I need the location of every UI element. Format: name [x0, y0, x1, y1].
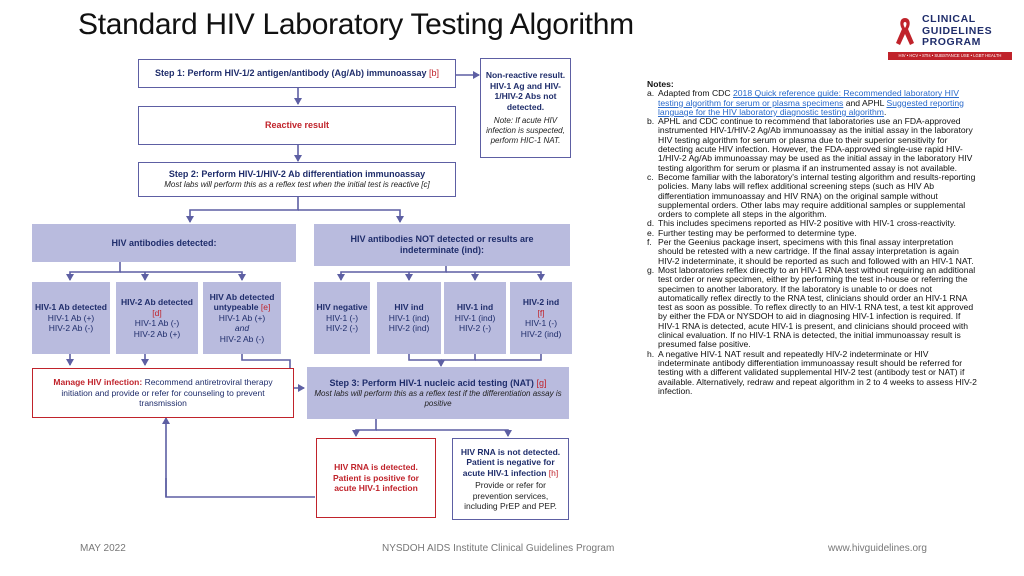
hiv-negative-box: HIV negative HIV-1 (-) HIV-2 (-) [314, 282, 370, 354]
note-b: b. APHL and CDC continue to recommend that laboratories use an FDA-approved instrumented HIV-1/HIV-2 Ag/Ab immunoassay as the initial assay in the laboratory HIV testing algorithm for serum or plasma due to their superior sensitivity for detecting acute HIV infection. However, the FDA-approved single-use rapid HIV-1/HIV-2 Ag/Ab immunoassay may be used as the initial assay in the laboratory HIV testing algorithm for serum or plasma if an instrumented assay is not available. [647, 116, 973, 173]
antibodies-detected-header: HIV antibodies detected: [32, 224, 296, 262]
page-title: Standard HIV Laboratory Testing Algorithm [78, 8, 634, 41]
antibodies-not-detected-header: HIV antibodies NOT detected or results are indeterminate (ind): [314, 224, 570, 266]
rna-detected-box: HIV RNA is detected. Patient is positive for acute HIV-1 infection [316, 438, 436, 518]
note-e: e. Further testing may be performed to determine type. [647, 227, 857, 238]
hiv1-ind-box: HIV-1 ind HIV-1 (ind) HIV-2 (-) [444, 282, 506, 354]
reactive-result-box: Reactive result [138, 106, 456, 145]
manage-infection-box: Manage HIV infection: Recommend antiretroviral therapy initiation and provide or refer for counseling to prevent transmission [32, 368, 294, 418]
step1-box: Step 1: Perform HIV-1/2 antigen/antibody (Ag/Ab) immunoassay [b] [138, 59, 456, 88]
notes-heading: Notes: [647, 79, 674, 89]
clinical-guidelines-logo [888, 12, 1012, 64]
aphl-reference-link[interactable]: Suggested reporting language for the HIV laboratory diagnostic testing algorithm [658, 97, 964, 117]
footer-date: MAY 2022 [80, 543, 126, 554]
hiv2-ab-detected-box: HIV-2 Ab detected [d] HIV-1 Ab (-) HIV-2 Ab (+) [116, 282, 198, 354]
hiv2-ind-box: HIV-2 ind [f] HIV-1 (-) HIV-2 (ind) [510, 282, 572, 354]
untypeable-box: HIV Ab detected untypeable [e] HIV-1 Ab (+) and HIV-2 Ab (-) [203, 282, 281, 354]
footer-url[interactable]: www.hivguidelines.org [828, 543, 927, 554]
footer-program: NYSDOH AIDS Institute Clinical Guidelines Program [382, 543, 615, 554]
note-h: h. A negative HIV-1 NAT result and repeatedly HIV-2 indeterminate or HIV indeterminate antibody differentiation immunoassay result should be referred for testing with a different validated supplemental HIV-2 test (antibody test or NAT) if available. Alternatively, redraw and repeat algorithm in 2 to 4 weeks to assess HIV-2 infection. [647, 348, 977, 396]
logo-tagline: HIV • HCV • STIs • SUBSTANCE USE • LGBT HEALTH [888, 52, 1012, 60]
notes-section [647, 80, 977, 396]
note-d: d. This includes specimens reported as HIV-2 positive with HIV-1 cross-reactivity. [647, 218, 956, 229]
step2-box: Step 2: Perform HIV-1/HIV-2 Ab differentiation immunoassay Most labs will perform this as a reflex test when the initial test is reactive [c] [138, 162, 456, 197]
logo-text: CLINICAL GUIDELINES PROGRAM [922, 13, 993, 48]
cdc-reference-link[interactable]: 2018 Quick reference guide: Recommended laboratory HIV testing algorithm for serum or plasma specimens [658, 88, 959, 108]
note-c: c. Become familiar with the laboratory's internal testing algorithm and results-reporting policies. Many labs will reflex additional screening steps (such as HIV Ab differentiation immunoassay and HIV RNA) on the original sample without supplemental orders. Other labs may require additional samples or supplemental orders to complete all steps in the algorithm. [647, 171, 976, 220]
note-f: f. Per the Geenius package insert, specimens with this final assay interpretation should be retested with a new cartridge. If the final assay interpretation is again HIV-2 indeterminate, it should be reported as such and followed with an HIV-1 NAT. [647, 237, 974, 266]
nonreactive-result-box: Non-reactive result. HIV-1 Ag and HIV-1/HIV-2 Abs not detected. Note: If acute HIV infection is suspected, perform HIC-1 NAT. [480, 58, 571, 158]
note-a: a. Adapted from CDC 2018 Quick reference guide: Recommended laboratory HIV testing algorithm for serum or plasma specimens and APHL Suggested reporting language for the HIV laboratory diagnostic testing algorithm. [647, 88, 964, 117]
rna-not-detected-box: HIV RNA is not detected. Patient is negative for acute HIV-1 infection [h] Provide or refer for prevention services, including PrEP and PEP. [452, 438, 569, 520]
red-ribbon-icon [892, 15, 918, 47]
hiv-ind-box: HIV ind HIV-1 (ind) HIV-2 (ind) [377, 282, 441, 354]
step3-box: Step 3: Perform HIV-1 nucleic acid testing (NAT) [g] Most labs will perform this as a reflex test if the differentiation assay is positive [307, 367, 569, 419]
hiv1-ab-detected-box: HIV-1 Ab detected HIV-1 Ab (+) HIV-2 Ab (-) [32, 282, 110, 354]
note-g: g. Most laboratories reflex directly to an HIV-1 RNA test without requiring an additional test order or new specimen, either by performing the test in-house or referring the specimen to another laboratory. If the laboratory is unable to or does not automatically reflex directly to the RNA test, clinicians should order an HIV-1 RNA test as soon as possible. To reflex directly to an HIV-1 RNA test, a test kit approved by either the FDA or NYSDOH to aid in diagnosing HIV-1 infection is required. If HIV-1 RNA is detected, acute HIV-1 is present, and clinicians should proceed with clinical evaluation. If no HIV-1 RNA is detected, the initial immunoassay result is presumed false positive. [647, 264, 976, 350]
